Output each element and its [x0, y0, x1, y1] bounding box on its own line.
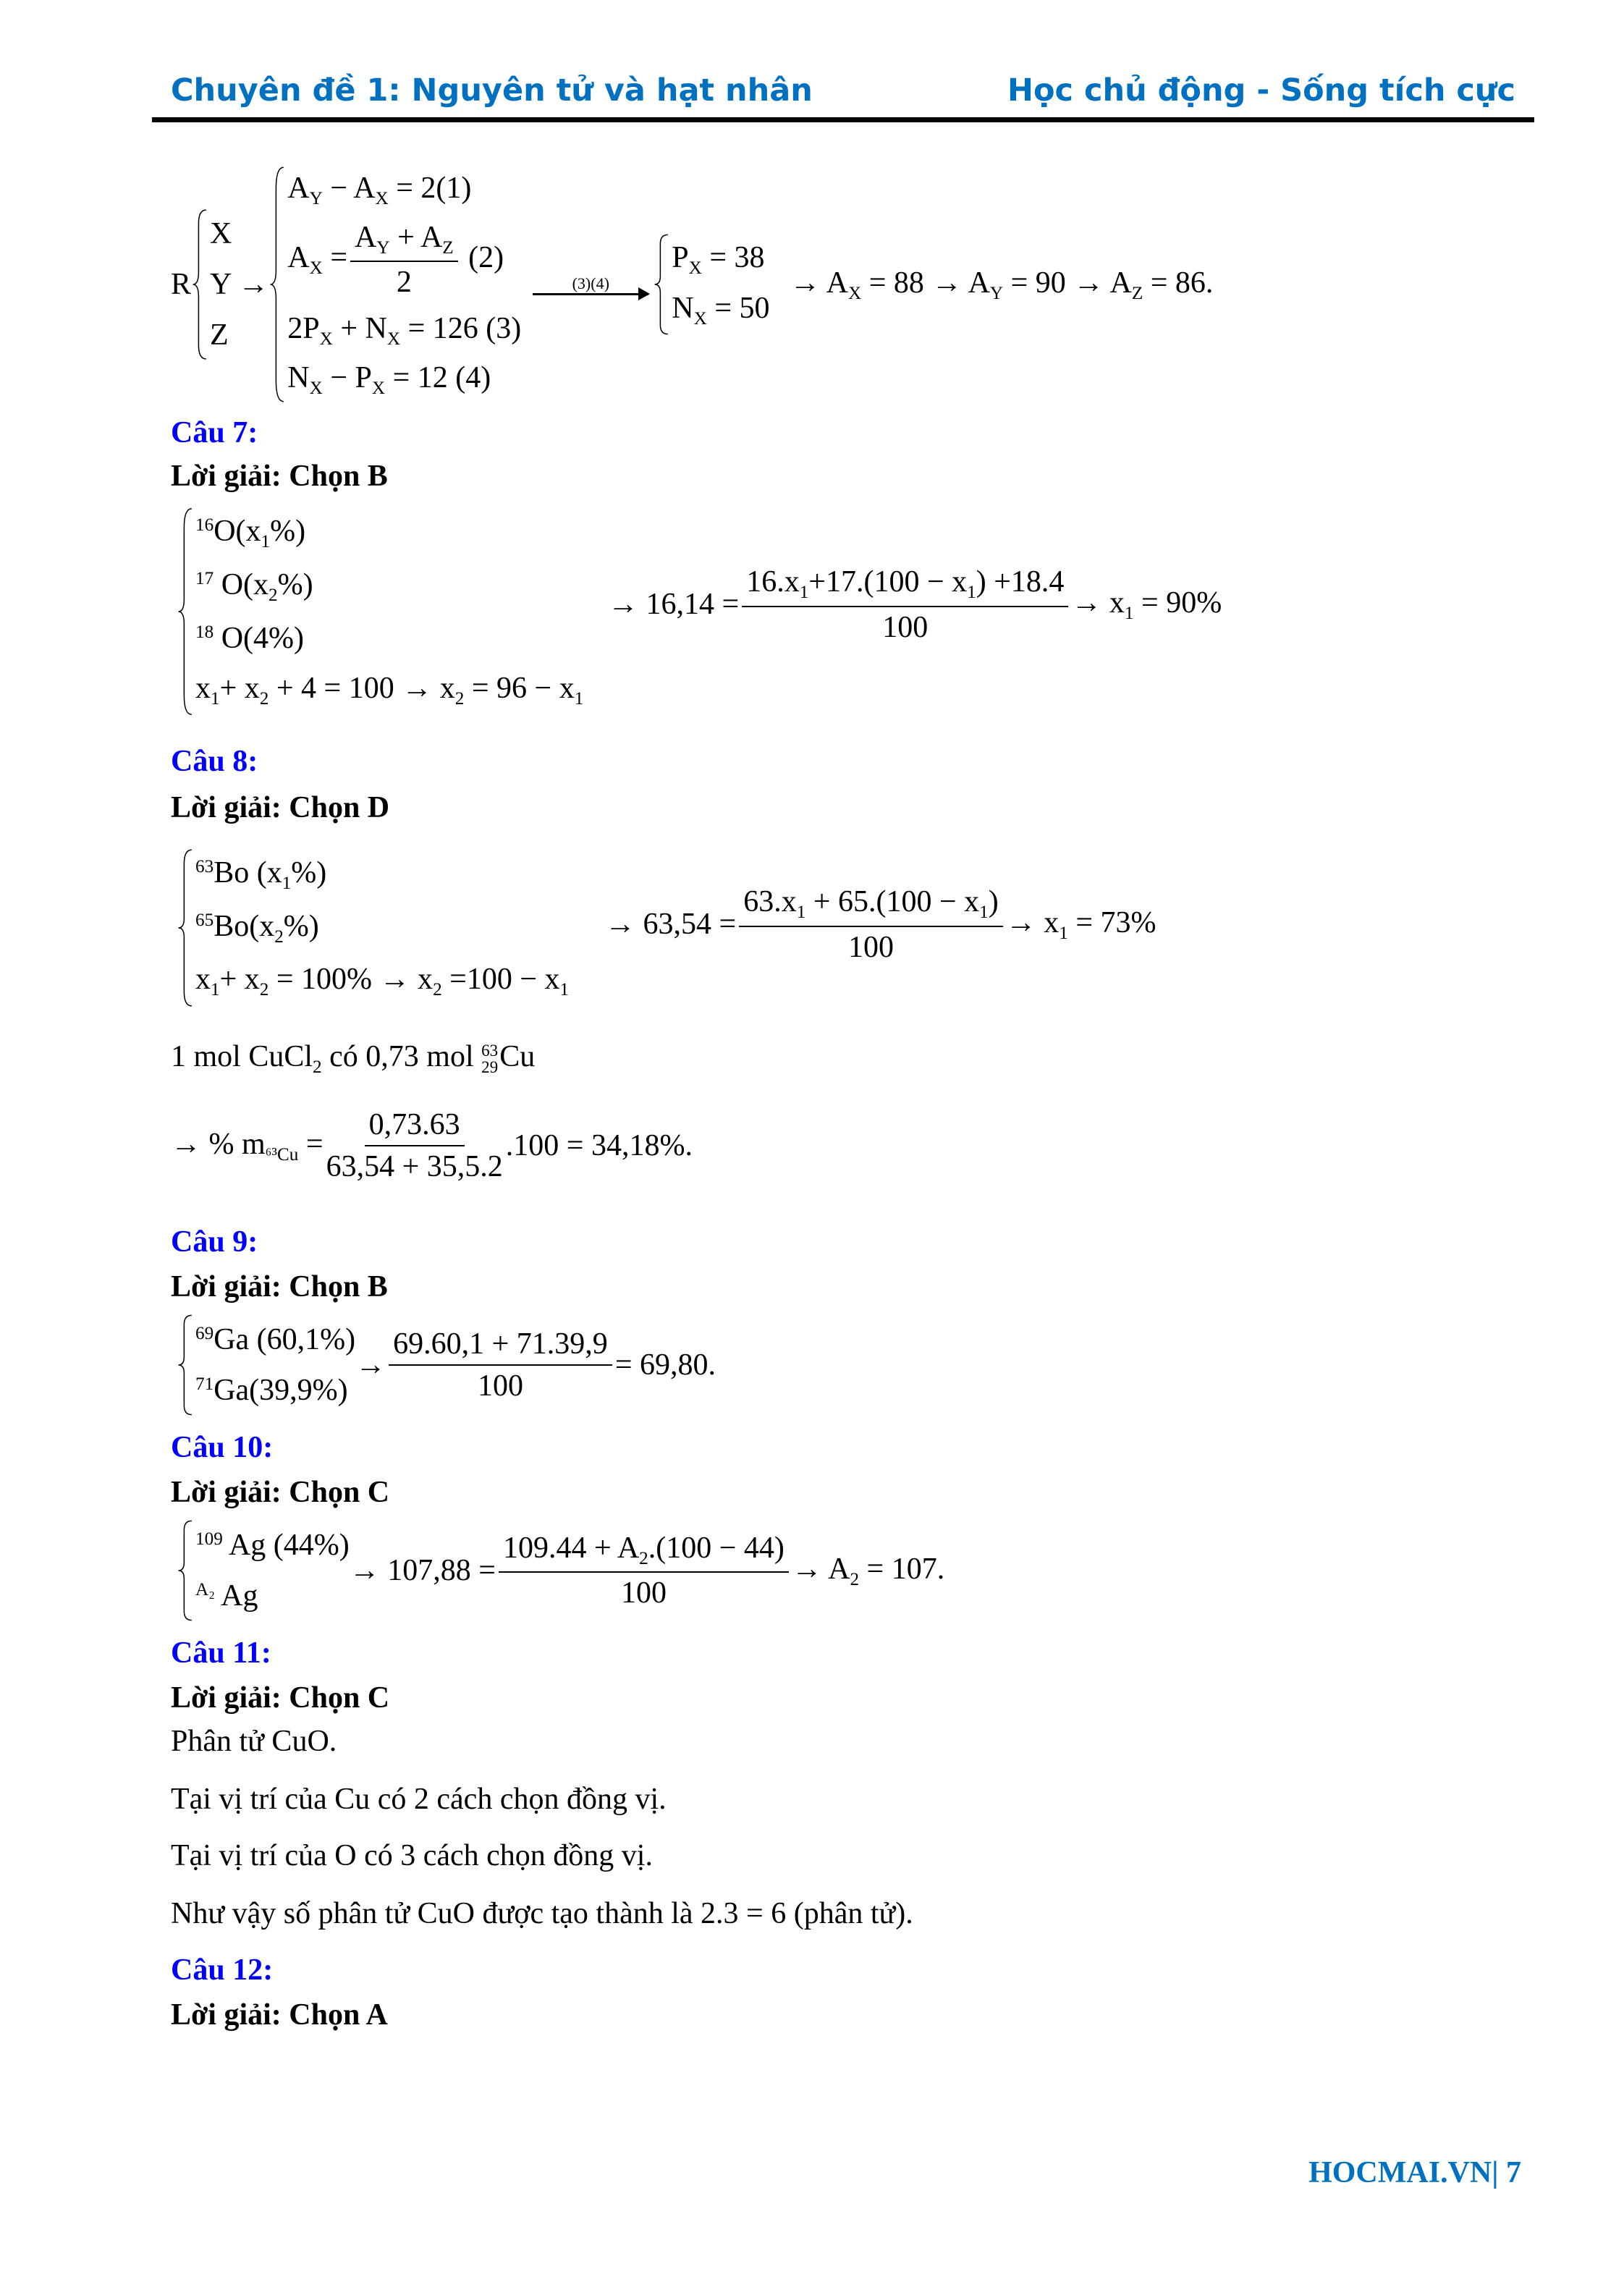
math-text: + x [219, 671, 260, 705]
math-subscript: 1 [211, 979, 220, 1000]
math-text: = 107. [859, 1552, 945, 1586]
question-9-answer: Lời giải: Chọn B [171, 1270, 388, 1303]
math-superscript: 109 [195, 1529, 223, 1550]
math-subscript: 2 [850, 1569, 860, 1589]
q7-formula [608, 565, 1222, 645]
math-text: → A [791, 1552, 850, 1586]
math-text: A [287, 240, 310, 274]
math-subscript: 2 [268, 585, 278, 605]
equation-system [268, 165, 521, 404]
question-8-title: Câu 8: [171, 745, 258, 778]
brace [191, 208, 210, 360]
math-text: = 90% [1133, 586, 1222, 620]
math-text: ) [988, 885, 999, 918]
fraction [389, 1327, 612, 1403]
q8-formula [605, 884, 1156, 965]
math-text: =100 − x [441, 962, 560, 996]
math-text: N [672, 291, 694, 325]
fraction-denominator: 100 [620, 1576, 667, 1610]
equation-3 [287, 311, 521, 350]
footer-brand: HOCMAI.VN [1308, 2156, 1492, 2189]
formula-lhs: → 16,14 = [608, 588, 740, 622]
math-subscript: 1 [1059, 923, 1068, 943]
eq2-lhs [287, 240, 348, 278]
brace [177, 1314, 195, 1416]
math-text: = [322, 240, 348, 274]
math-text: Ga(39,9%) [213, 1374, 348, 1407]
isotope-y: Y → [210, 268, 269, 301]
question-12-answer: Lời giải: Chọn A [171, 1998, 388, 2032]
math-subscript: 2 [313, 1057, 322, 1077]
formula-rhs [1006, 905, 1156, 944]
footer [1308, 2155, 1521, 2190]
math-text: Ga (60,1%) [213, 1323, 356, 1356]
math-text: + x [219, 962, 260, 996]
math-text: x [195, 671, 211, 705]
brace [177, 848, 195, 1007]
math-text: 63.x [743, 885, 797, 918]
system-line [195, 621, 583, 656]
math-subscript: X [309, 258, 323, 278]
eq2-label: (2) [468, 240, 504, 274]
math-superscript: 65 [195, 910, 214, 930]
math-text: Ag (44%) [222, 1529, 350, 1562]
math-text: = [298, 1127, 323, 1161]
math-subscript: Y [309, 188, 323, 208]
math-subscript: 1 [261, 532, 271, 552]
q7-system [177, 507, 583, 717]
system-line [195, 1579, 350, 1613]
math-text: Cu [499, 1040, 536, 1073]
system-line [195, 1322, 355, 1357]
header-topic-title: Chuyên đề 1: Nguyên tử và hạt nhân [171, 72, 813, 109]
solved-system [653, 234, 769, 335]
system-line [195, 909, 569, 947]
math-superscript: A₂ [195, 1580, 215, 1600]
system-line [195, 567, 583, 606]
math-subscript: ⁶³Cu [265, 1144, 299, 1165]
fraction-numerator: 69.60,1 + 71.39,9 [389, 1327, 612, 1366]
math-text: O(4%) [213, 621, 304, 655]
math-subscript: 2 [433, 979, 442, 1000]
math-text: N [287, 360, 310, 394]
q11-line: Như vậy số phân tử CuO được tạo thành là 2.3 = 6 (phân tử). [171, 1897, 913, 1930]
solved-p [672, 240, 769, 279]
math-subscript: 1 [559, 979, 570, 1000]
system-line [195, 855, 569, 894]
arrow-icon [533, 293, 648, 295]
q10-system [177, 1520, 350, 1621]
math-superscript: 63 [195, 857, 214, 877]
math-text: + N [332, 311, 387, 345]
math-text: +17.(100 − x [808, 565, 968, 599]
q8-mass-percent-formula [171, 1107, 693, 1184]
q11-line: Phân tử CuO. [171, 1725, 337, 1758]
system-line [195, 514, 583, 552]
math-subscript: Y [376, 237, 390, 258]
math-text: = 96 − x [464, 671, 575, 705]
math-subscript: Z [1131, 283, 1143, 303]
formula-lhs: → 107,88 = [349, 1554, 496, 1587]
fraction-numerator [499, 1531, 789, 1573]
q9-system [177, 1314, 355, 1416]
q8-copper-line [171, 1039, 535, 1078]
math-subscript: Y [989, 283, 1004, 303]
math-superscript: 17 [195, 569, 214, 589]
math-subscript: 1 [211, 688, 220, 709]
math-text: .(100 − 44) [648, 1531, 784, 1565]
math-text: O(x [213, 515, 261, 549]
formula-rhs: = 69,80. [614, 1348, 716, 1382]
math-text: x [195, 962, 211, 996]
math-superscript: 18 [195, 622, 214, 642]
formula-lhs [171, 1127, 323, 1165]
fraction [742, 565, 1068, 645]
brace [177, 1520, 195, 1621]
math-subscript: X [319, 329, 333, 349]
math-text: − A [322, 171, 376, 205]
formula-rhs: .100 = 34,18%. [505, 1129, 693, 1162]
math-subscript: X [309, 378, 323, 398]
math-text: 16.x [746, 565, 800, 599]
math-superscript: 69 [195, 1324, 214, 1344]
system-line [195, 962, 569, 1000]
math-subscript: 1 [967, 582, 976, 602]
math-subscript: X [375, 188, 389, 208]
math-text: + A [389, 220, 443, 254]
math-subscript: 2 [274, 926, 284, 947]
question-7-answer: Lời giải: Chọn B [171, 460, 388, 493]
question-10-title: Câu 10: [171, 1431, 274, 1464]
fraction-denominator: 2 [396, 266, 412, 300]
math-text: → x [1005, 906, 1060, 939]
math-text: → % m [171, 1127, 266, 1161]
question-7-title: Câu 7: [171, 416, 258, 449]
math-subscript: 2 [259, 688, 269, 709]
question-8-answer: Lời giải: Chọn D [171, 791, 390, 824]
math-text: %) [291, 856, 327, 890]
isotope-system [191, 208, 268, 360]
math-text: = 90 → A [1003, 266, 1132, 300]
math-subscript: 2 [639, 1548, 648, 1568]
math-subscript: 1 [799, 582, 809, 602]
fraction [499, 1531, 789, 1611]
math-text: = 73% [1067, 906, 1156, 939]
math-subscript: 2 [259, 979, 269, 1000]
math-text: A [287, 171, 310, 205]
math-text: A [355, 220, 377, 254]
math-text: = 2(1) [388, 171, 472, 205]
formula-lhs: → 63,54 = [605, 908, 737, 942]
mass-atomic-number [481, 1042, 498, 1076]
fraction-numerator [742, 565, 1068, 607]
fraction-numerator: 0,73.63 [365, 1107, 465, 1146]
formula-rhs [1071, 586, 1222, 624]
fraction-denominator: 100 [477, 1369, 523, 1403]
brace [653, 234, 672, 335]
math-text: → x [1071, 586, 1125, 620]
math-text: %) [277, 568, 313, 602]
math-text: 109.44 + A [502, 1531, 640, 1565]
math-subscript: X [386, 329, 401, 349]
equation-4 [287, 360, 521, 399]
header-slogan: Học chủ động - Sống tích cực [1007, 72, 1515, 109]
q9-solution [177, 1314, 716, 1416]
system-line [195, 1373, 355, 1408]
q11-line: Tại vị trí của Cu có 2 cách chọn đồng vị. [171, 1783, 667, 1816]
fraction-denominator: 100 [847, 930, 894, 964]
math-text: ) +18.4 [976, 565, 1065, 599]
math-superscript: 71 [195, 1374, 214, 1395]
math-text: = 100% → x [268, 962, 434, 996]
stacked-number: 63 [481, 1041, 499, 1060]
equation-2 [287, 220, 521, 300]
formula-lhs: → [355, 1348, 386, 1382]
fraction-denominator: 100 [882, 610, 929, 644]
fraction [326, 1107, 503, 1184]
q10-solution [177, 1520, 944, 1621]
equation-1 [287, 171, 521, 209]
math-subscript: 1 [796, 902, 806, 922]
fraction-numerator [350, 220, 458, 263]
stacked-number: 29 [481, 1057, 499, 1077]
q8-system [177, 848, 569, 1007]
fraction-denominator: 63,54 + 35,5.2 [326, 1150, 503, 1183]
math-text: Bo (x [213, 856, 282, 890]
math-text: có 0,73 mol [321, 1040, 482, 1073]
fraction-numerator [739, 884, 1003, 927]
math-text: = 88 → A [861, 266, 990, 300]
math-text: Ag [214, 1579, 258, 1613]
math-text: 2P [287, 311, 320, 345]
element-r: R [171, 268, 192, 301]
math-text: + 4 = 100 → x [268, 671, 455, 705]
math-text: = 38 [701, 240, 765, 274]
system-line [195, 671, 583, 709]
math-text: = 12 (4) [385, 360, 491, 394]
math-superscript: 16 [195, 515, 214, 536]
question-12-title: Câu 12: [171, 1953, 274, 1987]
math-subscript: 1 [1124, 603, 1134, 623]
math-text: %) [283, 909, 319, 943]
solved-n [672, 291, 769, 329]
math-subscript: 1 [979, 902, 989, 922]
arrow-label: (3)(4) [572, 274, 609, 292]
system-line [195, 1528, 350, 1563]
question-10-answer: Lời giải: Chọn C [171, 1476, 390, 1509]
math-subscript: 1 [282, 874, 292, 894]
isotope-z: Z [210, 318, 229, 352]
isotope-x: X [210, 217, 232, 250]
question-9-title: Câu 9: [171, 1225, 258, 1259]
math-text: %) [270, 515, 306, 549]
formula-rhs [792, 1552, 944, 1590]
math-subscript: X [688, 258, 702, 278]
arrow-with-label [533, 274, 648, 295]
q6-solution [171, 165, 1213, 404]
brace [177, 507, 195, 717]
math-text: O(x [213, 568, 269, 602]
math-text: → A [790, 266, 849, 300]
math-text: P [672, 240, 689, 274]
math-text: + 65.(100 − x [805, 885, 980, 918]
math-subscript: Z [442, 237, 454, 258]
math-subscript: X [848, 283, 862, 303]
math-text: − P [322, 360, 372, 394]
math-text: Bo(x [213, 909, 275, 943]
math-text: = 50 [706, 291, 770, 325]
fraction [350, 220, 458, 300]
brace [268, 165, 287, 404]
math-text: = 86. [1143, 266, 1214, 300]
header-rule [152, 117, 1534, 122]
fraction [739, 884, 1003, 965]
math-text: 1 mol CuCl [171, 1040, 313, 1073]
page-number: | 7 [1492, 2156, 1521, 2189]
q11-line: Tại vị trí của O có 3 cách chọn đồng vị. [171, 1839, 653, 1872]
math-text: = 126 (3) [400, 311, 522, 345]
question-11-title: Câu 11: [171, 1636, 271, 1670]
math-subscript: 2 [454, 688, 465, 709]
math-subscript: X [693, 308, 707, 329]
math-subscript: X [371, 378, 386, 398]
math-subscript: 1 [574, 688, 584, 709]
q6-result [790, 266, 1214, 304]
question-11-answer: Lời giải: Chọn C [171, 1681, 390, 1715]
